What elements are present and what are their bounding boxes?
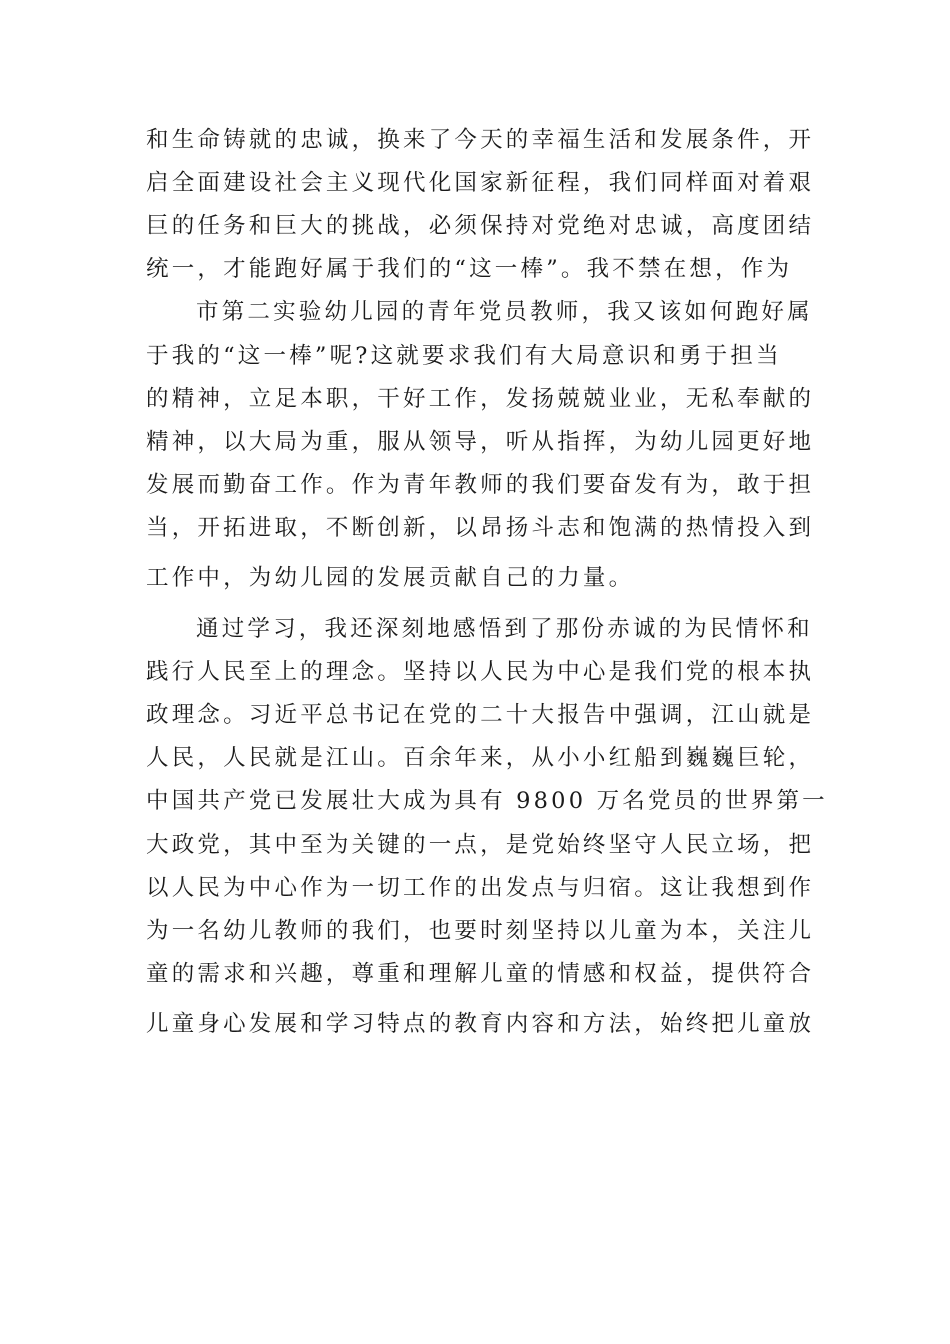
text-line: 人民，人民就是江山。百余年来，从小小红船到巍巍巨轮， bbox=[146, 745, 815, 771]
text-line: 工作中，为幼儿园的发展贡献自己的力量。 bbox=[146, 565, 635, 591]
paragraph-first-line: 通过学习，我还深刻地感悟到了那份赤诚的为民情怀和 bbox=[196, 616, 813, 642]
text-line: 于我的“这一棒”呢?这就要求我们有大局意识和勇于担当 bbox=[146, 343, 782, 369]
paragraph-first-line: 市第二实验幼儿园的青年党员教师，我又该如何跑好属 bbox=[196, 299, 813, 325]
text-line: 巨的任务和巨大的挑战，必须保持对党绝对忠诚，高度团结 bbox=[146, 213, 815, 239]
text-line: 的精神，立足本职，干好工作，发扬兢兢业业，无私奉献的 bbox=[146, 386, 815, 412]
text-line: 儿童身心发展和学习特点的教育内容和方法，始终把儿童放 bbox=[146, 1011, 815, 1037]
text-line: 中国共产党已发展壮大成为具有 9800 万名党员的世界第一 bbox=[146, 788, 828, 814]
text-line: 践行人民至上的理念。坚持以人民为中心是我们党的根本执 bbox=[146, 659, 815, 685]
text-line: 统一，才能跑好属于我们的“这一棒”。我不禁在想，作为 bbox=[146, 256, 793, 282]
text-line: 以人民为中心作为一切工作的出发点与归宿。这让我想到作 bbox=[146, 875, 815, 901]
text-line: 发展而勤奋工作。作为青年教师的我们要奋发有为，敢于担 bbox=[146, 472, 815, 498]
text-line: 当，开拓进取，不断创新，以昂扬斗志和饱满的热情投入到 bbox=[146, 515, 815, 541]
text-line: 大政党，其中至为关键的一点，是党始终坚守人民立场，把 bbox=[146, 832, 815, 858]
text-line: 政理念。习近平总书记在党的二十大报告中强调，江山就是 bbox=[146, 702, 815, 728]
text-line: 为一名幼儿教师的我们，也要时刻坚持以儿童为本，关注儿 bbox=[146, 918, 815, 944]
text-line: 童的需求和兴趣，尊重和理解儿童的情感和权益，提供符合 bbox=[146, 961, 815, 987]
text-line: 精神，以大局为重，服从领导，听从指挥，为幼儿园更好地 bbox=[146, 429, 815, 455]
text-line: 启全面建设社会主义现代化国家新征程，我们同样面对着艰 bbox=[146, 170, 815, 196]
text-line: 和生命铸就的忠诚，换来了今天的幸福生活和发展条件，开 bbox=[146, 127, 815, 153]
